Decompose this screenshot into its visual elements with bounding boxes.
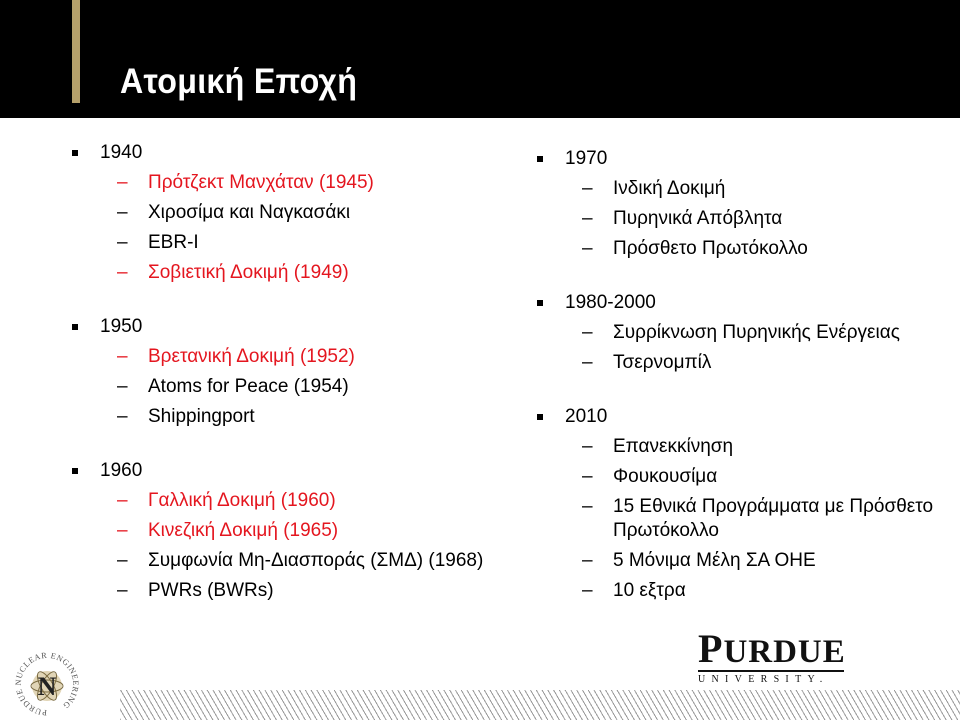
event-item xyxy=(535,318,955,348)
event-text: Συρρίκνωση Πυρηνικής Ενέργειας xyxy=(613,322,900,343)
decade-group xyxy=(70,456,490,606)
seal-letter: N xyxy=(37,672,57,701)
decade-label: 1980-2000 xyxy=(565,292,656,313)
event-item xyxy=(535,174,955,204)
nuclear-engineering-logo xyxy=(10,648,84,720)
dash-bullet-icon: – xyxy=(582,580,593,601)
event-text: Χιροσίμα και Ναγκασάκι xyxy=(148,202,351,223)
dash-bullet-icon: – xyxy=(117,520,128,541)
decade-bullet xyxy=(70,456,490,486)
decade-bullet xyxy=(535,144,955,174)
dash-bullet-icon: – xyxy=(117,580,128,601)
decade-label: 1970 xyxy=(565,148,608,169)
event-text: Βρετανική Δοκιμή (1952) xyxy=(148,346,355,367)
event-item xyxy=(70,516,490,546)
dash-bullet-icon: – xyxy=(582,436,593,457)
event-item xyxy=(70,198,490,228)
square-bullet-icon xyxy=(72,468,78,474)
event-item xyxy=(535,576,955,606)
event-text: 10 εξτρα xyxy=(613,580,686,601)
dash-bullet-icon: – xyxy=(117,376,128,397)
decade-group xyxy=(535,288,955,378)
dash-bullet-icon: – xyxy=(582,322,593,343)
dash-bullet-icon: – xyxy=(117,232,128,253)
event-text: Κινεζική Δοκιμή (1965) xyxy=(148,520,339,541)
event-text: Γαλλική Δοκιμή (1960) xyxy=(148,490,336,511)
event-item xyxy=(535,462,955,492)
title-bar xyxy=(0,0,960,118)
event-item xyxy=(70,372,490,402)
decade-label: 2010 xyxy=(565,406,608,427)
square-bullet-icon xyxy=(537,156,543,162)
event-item xyxy=(535,348,955,378)
event-text: EBR-I xyxy=(148,232,199,253)
dash-bullet-icon: – xyxy=(582,466,593,487)
purdue-name-rest: URDUE xyxy=(723,634,846,670)
decade-bullet xyxy=(70,138,490,168)
event-item xyxy=(70,342,490,372)
dash-bullet-icon: – xyxy=(582,352,593,373)
event-text: 15 Εθνικά Προγράμματα με Πρόσθετο Πρωτόκολλο xyxy=(613,496,934,541)
gold-accent-bar xyxy=(72,0,80,103)
square-bullet-icon xyxy=(537,414,543,420)
square-bullet-icon xyxy=(72,324,78,330)
event-item xyxy=(70,168,490,198)
event-text: Φουκουσίμα xyxy=(613,466,718,487)
decade-bullet xyxy=(535,288,955,318)
dash-bullet-icon: – xyxy=(117,172,128,193)
event-text: Ινδική Δοκιμή xyxy=(613,178,726,199)
purdue-university-logo xyxy=(698,626,848,685)
dash-bullet-icon: – xyxy=(117,262,128,283)
event-item xyxy=(70,576,490,606)
event-item xyxy=(70,258,490,288)
event-item xyxy=(535,432,955,462)
dash-bullet-icon: – xyxy=(117,490,128,511)
decade-group xyxy=(535,144,955,264)
decade-label: 1940 xyxy=(100,142,143,163)
dash-bullet-icon: – xyxy=(582,208,593,229)
dash-bullet-icon: – xyxy=(117,202,128,223)
purdue-initial: P xyxy=(698,626,724,671)
decade-label: 1960 xyxy=(100,460,143,481)
decade-group xyxy=(70,312,490,432)
event-text: Σοβιετική Δοκιμή (1949) xyxy=(148,262,349,283)
dash-bullet-icon: – xyxy=(117,346,128,367)
slide-title: Ατομική Εποχή xyxy=(120,62,358,101)
decade-bullet xyxy=(535,402,955,432)
event-text: Atoms for Peace (1954) xyxy=(148,376,349,397)
event-text: Shippingport xyxy=(148,406,255,427)
purdue-subtitle: UNIVERSITY. xyxy=(698,674,829,685)
decade-label: 1950 xyxy=(100,316,143,337)
event-item xyxy=(535,492,955,546)
event-item xyxy=(535,234,955,264)
square-bullet-icon xyxy=(537,300,543,306)
decade-bullet xyxy=(70,312,490,342)
dash-bullet-icon: – xyxy=(117,550,128,571)
right-column xyxy=(535,144,955,630)
event-item xyxy=(70,228,490,258)
event-text: PWRs (BWRs) xyxy=(148,580,274,601)
dash-bullet-icon: – xyxy=(582,238,593,259)
dash-bullet-icon: – xyxy=(582,550,593,571)
event-item xyxy=(535,204,955,234)
event-item xyxy=(70,546,490,576)
event-text: 5 Μόνιμα Μέλη ΣΑ ΟΗΕ xyxy=(613,550,816,571)
event-text: Τσερνομπίλ xyxy=(613,352,712,373)
square-bullet-icon xyxy=(72,150,78,156)
atom-seal-icon xyxy=(10,648,84,720)
event-item xyxy=(70,402,490,432)
dash-bullet-icon: – xyxy=(582,496,593,517)
event-text: Επανεκκίνηση xyxy=(613,436,734,457)
event-item xyxy=(70,486,490,516)
decade-group xyxy=(70,138,490,288)
left-column xyxy=(70,138,490,630)
event-text: Πρότζεκτ Μανχάταν (1945) xyxy=(148,172,374,193)
event-text: Συμφωνία Μη-Διασποράς (ΣΜΔ) (1968) xyxy=(148,550,484,571)
dash-bullet-icon: – xyxy=(582,178,593,199)
dash-bullet-icon: – xyxy=(117,406,128,427)
hatch-pattern-footer xyxy=(120,690,960,720)
event-item xyxy=(535,546,955,576)
event-text: Πρόσθετο Πρωτόκολλο xyxy=(613,238,808,259)
seal-ring-text: PURDUE NUCLEAR ENGINEERING xyxy=(13,650,81,718)
event-text: Πυρηνικά Απόβλητα xyxy=(613,208,783,229)
decade-group xyxy=(535,402,955,606)
